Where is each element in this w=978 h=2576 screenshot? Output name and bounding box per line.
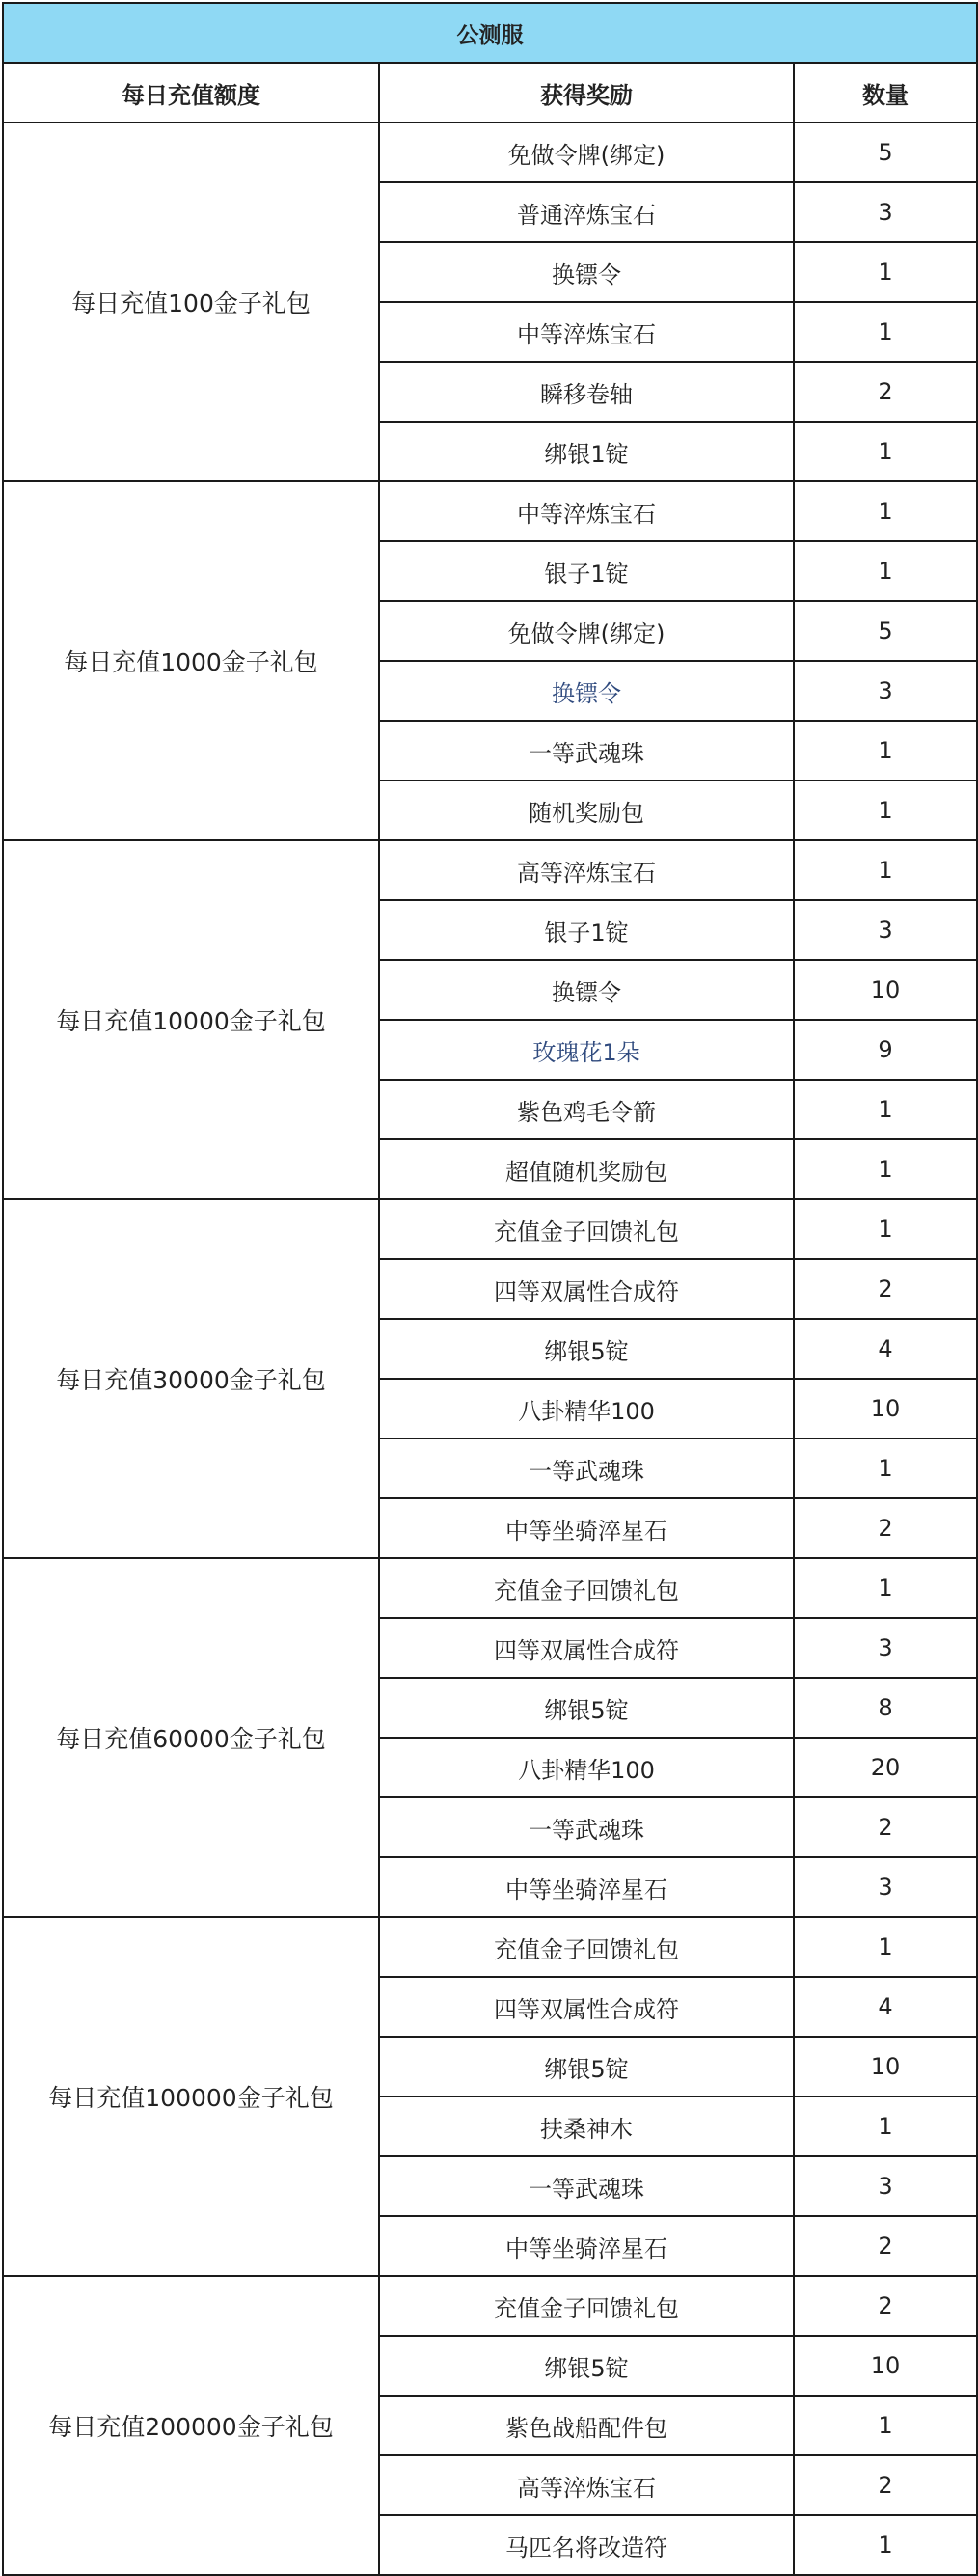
reward-item-cell: 一等武魂珠: [379, 2156, 794, 2216]
reward-item-cell: 中等坐骑淬星石: [379, 2216, 794, 2276]
reward-quantity-cell: 9: [794, 1020, 977, 1080]
table-row: [3, 2276, 977, 2336]
reward-quantity-cell: 1: [794, 422, 977, 481]
reward-item-cell: 银子1锭: [379, 541, 794, 601]
table-row: [3, 1199, 977, 1259]
reward-item-cell: 八卦精华100: [379, 1738, 794, 1797]
reward-quantity-cell: 1: [794, 1439, 977, 1498]
reward-item-cell: 免做令牌(绑定): [379, 123, 794, 182]
reward-quantity-cell: 4: [794, 1977, 977, 2037]
reward-quantity-cell: 2: [794, 1498, 977, 1558]
reward-item-cell: 一等武魂珠: [379, 721, 794, 781]
reward-item-cell: 充值金子回馈礼包: [379, 2276, 794, 2336]
reward-quantity-cell: 1: [794, 242, 977, 302]
reward-quantity-cell: 8: [794, 1678, 977, 1738]
reward-quantity-cell: 1: [794, 1558, 977, 1618]
reward-quantity-cell: 1: [794, 1917, 977, 1977]
reward-item-cell: 绑银1锭: [379, 422, 794, 481]
tier-name-cell: 每日充值200000金子礼包: [3, 2276, 379, 2575]
reward-item-cell: 充值金子回馈礼包: [379, 1558, 794, 1618]
reward-item-cell: 扶桑神木: [379, 2096, 794, 2156]
table-row: [3, 123, 977, 182]
reward-item-cell: 换镖令: [379, 661, 794, 721]
table-row: [3, 481, 977, 541]
reward-quantity-cell: 2: [794, 1259, 977, 1319]
reward-quantity-cell: 1: [794, 481, 977, 541]
reward-quantity-cell: 2: [794, 2276, 977, 2336]
reward-table: [2, 2, 978, 2576]
tier-name-cell: 每日充值100金子礼包: [3, 123, 379, 481]
header-reward: 获得奖励: [379, 63, 794, 123]
reward-quantity-cell: 10: [794, 960, 977, 1020]
reward-quantity-cell: 1: [794, 1199, 977, 1259]
reward-quantity-cell: 1: [794, 2396, 977, 2455]
reward-item-cell: 瞬移卷轴: [379, 362, 794, 422]
tier-name-cell: 每日充值1000金子礼包: [3, 481, 379, 840]
reward-quantity-cell: 1: [794, 840, 977, 900]
reward-item-cell: 中等坐骑淬星石: [379, 1857, 794, 1917]
reward-quantity-cell: 1: [794, 721, 977, 781]
reward-quantity-cell: 5: [794, 123, 977, 182]
reward-item-cell: 免做令牌(绑定): [379, 601, 794, 661]
table-row: [3, 840, 977, 900]
reward-item-cell: 绑银5锭: [379, 1319, 794, 1379]
tier-name-cell: 每日充值10000金子礼包: [3, 840, 379, 1199]
reward-quantity-cell: 2: [794, 362, 977, 422]
reward-quantity-cell: 3: [794, 661, 977, 721]
reward-item-cell: 玫瑰花1朵: [379, 1020, 794, 1080]
reward-quantity-cell: 1: [794, 781, 977, 840]
reward-quantity-cell: 3: [794, 900, 977, 960]
reward-quantity-cell: 1: [794, 2096, 977, 2156]
reward-item-cell: 普通淬炼宝石: [379, 182, 794, 242]
reward-quantity-cell: 20: [794, 1738, 977, 1797]
reward-item-cell: 四等双属性合成符: [379, 1977, 794, 2037]
reward-item-cell: 充值金子回馈礼包: [379, 1917, 794, 1977]
reward-item-cell: 紫色战船配件包: [379, 2396, 794, 2455]
reward-quantity-cell: 4: [794, 1319, 977, 1379]
reward-quantity-cell: 10: [794, 2037, 977, 2096]
reward-item-cell: 绑银5锭: [379, 1678, 794, 1738]
reward-quantity-cell: 2: [794, 2455, 977, 2515]
reward-item-cell: 超值随机奖励包: [379, 1139, 794, 1199]
reward-item-cell: 中等淬炼宝石: [379, 481, 794, 541]
reward-item-cell: 充值金子回馈礼包: [379, 1199, 794, 1259]
header-quantity: 数量: [794, 63, 977, 123]
reward-quantity-cell: 1: [794, 1139, 977, 1199]
header-row: [3, 63, 977, 123]
reward-item-cell: 一等武魂珠: [379, 1439, 794, 1498]
reward-quantity-cell: 2: [794, 2216, 977, 2276]
reward-quantity-cell: 5: [794, 601, 977, 661]
reward-quantity-cell: 1: [794, 2515, 977, 2575]
table-row: [3, 1558, 977, 1618]
reward-quantity-cell: 10: [794, 2336, 977, 2396]
reward-quantity-cell: 3: [794, 1857, 977, 1917]
reward-item-cell: 马匹名将改造符: [379, 2515, 794, 2575]
reward-item-cell: 紫色鸡毛令箭: [379, 1080, 794, 1139]
reward-item-cell: 银子1锭: [379, 900, 794, 960]
reward-quantity-cell: 3: [794, 1618, 977, 1678]
reward-quantity-cell: 1: [794, 541, 977, 601]
reward-item-cell: 换镖令: [379, 960, 794, 1020]
reward-quantity-cell: 2: [794, 1797, 977, 1857]
reward-item-cell: 中等坐骑淬星石: [379, 1498, 794, 1558]
tier-name-cell: 每日充值30000金子礼包: [3, 1199, 379, 1558]
reward-item-cell: 绑银5锭: [379, 2037, 794, 2096]
reward-quantity-cell: 3: [794, 2156, 977, 2216]
table-body: [3, 123, 977, 2575]
reward-item-cell: 高等淬炼宝石: [379, 2455, 794, 2515]
reward-quantity-cell: 10: [794, 1379, 977, 1439]
reward-item-cell: 绑银5锭: [379, 2336, 794, 2396]
header-recharge-amount: 每日充值额度: [3, 63, 379, 123]
reward-item-cell: 中等淬炼宝石: [379, 302, 794, 362]
table-title: 公测服: [3, 3, 977, 63]
reward-item-cell: 四等双属性合成符: [379, 1259, 794, 1319]
reward-item-cell: 四等双属性合成符: [379, 1618, 794, 1678]
reward-item-cell: 随机奖励包: [379, 781, 794, 840]
reward-quantity-cell: 3: [794, 182, 977, 242]
tier-name-cell: 每日充值100000金子礼包: [3, 1917, 379, 2276]
table-row: [3, 1917, 977, 1977]
reward-quantity-cell: 1: [794, 1080, 977, 1139]
reward-item-cell: 八卦精华100: [379, 1379, 794, 1439]
tier-name-cell: 每日充值60000金子礼包: [3, 1558, 379, 1917]
reward-item-cell: 高等淬炼宝石: [379, 840, 794, 900]
reward-item-cell: 换镖令: [379, 242, 794, 302]
reward-quantity-cell: 1: [794, 302, 977, 362]
reward-item-cell: 一等武魂珠: [379, 1797, 794, 1857]
title-row: [3, 3, 977, 63]
